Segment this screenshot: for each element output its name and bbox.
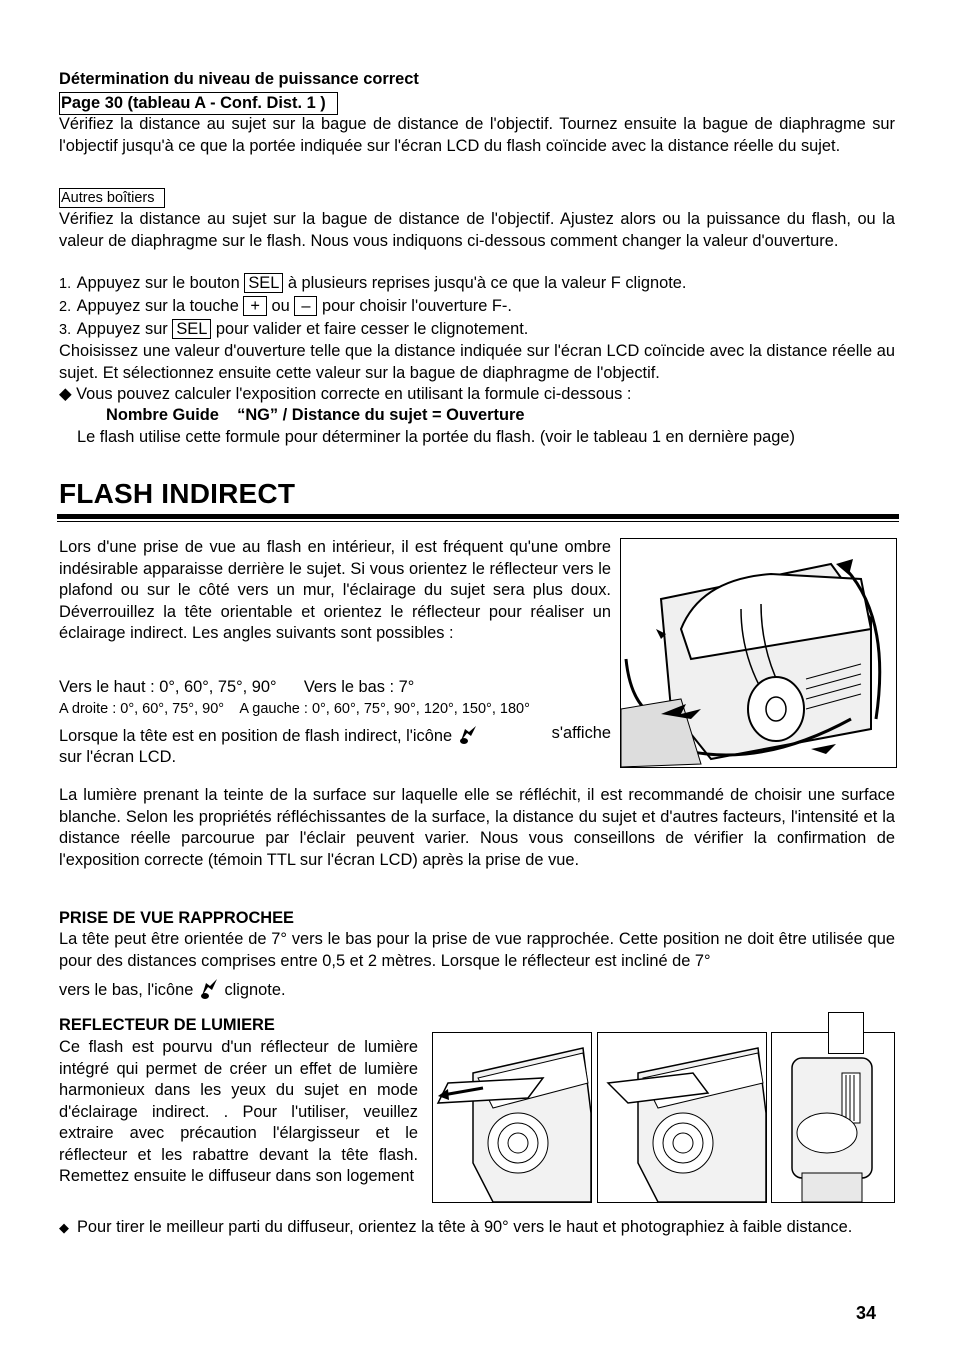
angles-vertical: Vers le haut : 0°, 60°, 75°, 90° Vers le bas : 7° xyxy=(59,678,415,696)
bounce-icon-line: Lorsque la tête est en position de flash indirect, l'icône s'affiche xyxy=(59,724,611,745)
paragraph-aperture-choice: Choisissez une valeur d'ouverture telle que la distance indiquée sur l'écran LCD coïncide avec la distance réelle au sujet. Et sélectionnez ensuite cette valeur sur la bague de diaphragme de l'objectif. xyxy=(59,342,895,382)
paragraph-dedicated-camera: Vérifiez la distance au sujet sur la bague de distance de l'objectif. Tournez ensuite la bague de diaphragme sur l'objectif jusqu'à ce que la portée indiquée sur l'écran LCD du flash coïncide avec la distance réelle du sujet. xyxy=(59,115,895,155)
bullet-formula-intro: ◆ Vous pouvez calculer l'exposition correcte en utilisant la formule ci-dessous : xyxy=(59,385,632,403)
reflector-illustration-2 xyxy=(597,1032,767,1203)
reflector-illustration-1 xyxy=(432,1032,592,1203)
title-rule-thick xyxy=(57,514,899,519)
step-number: 3. xyxy=(59,322,72,338)
sel-key-label: SEL xyxy=(172,319,211,339)
reflector-illustration-3 xyxy=(771,1032,895,1203)
page-reference-box: Page 30 (tableau A - Conf. Dist. 1 ) xyxy=(59,92,338,115)
section-heading-closeup: PRISE DE VUE RAPPROCHEE xyxy=(59,909,294,927)
guide-number-formula: Nombre Guide “NG” / Distance du sujet = Ouverture xyxy=(106,406,525,424)
minus-key-label: – xyxy=(294,296,317,316)
bounce-head-illustration xyxy=(620,538,897,768)
title-rule-thin xyxy=(57,521,899,522)
section-title-bounce-flash: FLASH INDIRECT xyxy=(59,478,296,509)
page-number: 34 xyxy=(856,1303,877,1323)
bounce-icon-line-2: sur l'écran LCD. xyxy=(59,748,176,766)
step-2: 2. Appuyez sur la touche + ou – pour choisir l'ouverture F-. xyxy=(59,296,512,319)
section-heading-power-level: Détermination du niveau de puissance correct xyxy=(59,70,419,88)
step-1: 1. Appuyez sur le bouton SEL à plusieurs reprises jusqu'à ce que la valeur F clignote. xyxy=(59,273,686,296)
reflector-card-tab xyxy=(828,1012,864,1054)
closeup-icon-line: vers le bas, l'icône clignote. xyxy=(59,976,286,1002)
formula-note: Le flash utilise cette formule pour déterminer la portée du flash. (voir le tableau 1 en dernière page) xyxy=(77,428,795,446)
angles-horizontal: A droite : 0°, 60°, 75°, 90° A gauche : 0°, 60°, 75°, 90°, 120°, 150°, 180° xyxy=(59,701,530,717)
paragraph-closeup: La tête peut être orientée de 7° vers le bas pour la prise de vue rapprochée. Cette position ne doit être utilisée que pour des distances comprises entre 0,5 et 2 mètres. Lorsque le réflecteur est incliné de 7° xyxy=(59,930,895,970)
closeup-flash-icon xyxy=(198,976,220,1000)
step-number: 2. xyxy=(59,299,72,315)
section-heading-reflector: REFLECTEUR DE LUMIERE xyxy=(59,1016,275,1034)
paragraph-other-cameras: Vérifiez la distance au sujet sur la bague de distance de l'objectif. Ajustez alors ou la puissance du flash, ou la valeur de diaphragme sur le flash. Nous vous indiquons ci-dessous comment changer la valeur d'ouverture. xyxy=(59,210,895,250)
step-3: 3. Appuyez sur SEL pour valider et faire cesser le clignotement. xyxy=(59,319,528,342)
bullet-diffuser-tip: ◆ Pour tirer le meilleur parti du diffuseur, orientez la tête à 90° vers le haut et photographiez à faible distance. xyxy=(59,1218,853,1236)
sel-key-label: SEL xyxy=(244,273,283,293)
step-number: 1. xyxy=(59,276,72,292)
paragraph-bounce-surface: La lumière prenant la teinte de la surface sur laquelle elle se réfléchit, il est recommandé de choisir une surface blanche. Selon les propriétés réfléchissantes de la surface, la distance du sujet et d'autres facteurs, l'intensité et la distance réelle parcourue par l'éclair peuvent varier. Nous vous conseillons de vérifier la confirmation de l'exposition correcte (témoin TTL sur l'écran LCD) après la prise de vue. xyxy=(59,786,895,869)
plus-key-label: + xyxy=(243,296,267,316)
bounce-flash-icon xyxy=(457,723,479,745)
paragraph-bounce-intro: Lors d'une prise de vue au flash en intérieur, il est fréquent qu'une ombre indésirable apparaisse derrière le sujet. Si vous orientez le réflecteur vers le plafond ou sur le côté vers un mur, l'éclairage du sujet sera plus doux. Déverrouillez la tête orientable et orientez le réflecteur pour réaliser un éclairage indirect. Les angles suivants sont possibles : xyxy=(59,538,611,642)
other-cameras-label: Autres boîtiers xyxy=(59,188,165,208)
paragraph-reflector: Ce flash est pourvu d'un réflecteur de lumière intégré qui permet de créer un effet de lumière harmonieux dans les yeux du sujet en mode d'éclairage indirect. . Pour l'utiliser, veuillez extraire avec précaution l'élargisseur et le réflecteur et les rabattre devant la tête flash. Remettez ensuite le diffuseur dans son logement xyxy=(59,1038,418,1185)
